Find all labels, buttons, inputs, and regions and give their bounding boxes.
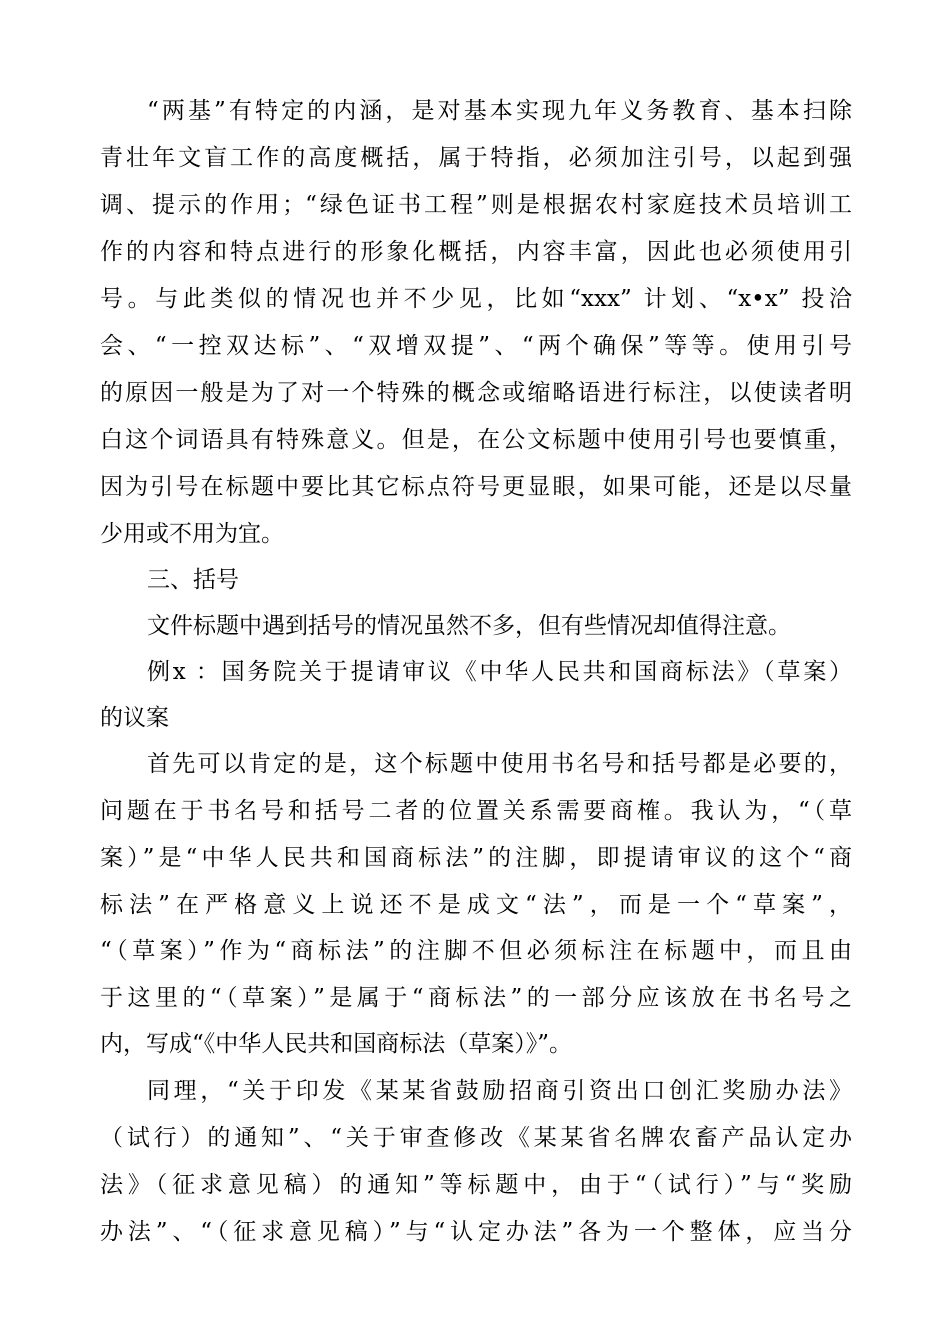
paragraph-line: 法》（征求意见稿）的通知”等标题中，由于“（试行）”与“奖励 [100, 1172, 852, 1198]
section-heading: 三、括号 [147, 567, 239, 593]
paragraph-line: 号。与此类似的情况也并不少见，比如“xxx” 计划、“x•x” 投洽 [100, 286, 852, 312]
paragraph-line: 首先可以肯定的是，这个标题中使用书名号和括号都是必要的， [147, 751, 852, 777]
paragraph-line: 问题在于书名号和括号二者的位置关系需要商榷。我认为，“（草 [100, 798, 852, 824]
paragraph-line: 文件标题中遇到括号的情况虽然不多，但有些情况却值得注意。 [147, 613, 791, 639]
paragraph-line: 因为引号在标题中要比其它标点符号更显眼，如果可能，还是以尽量 [100, 474, 852, 500]
paragraph-line: 白这个词语具有特殊意义。但是，在公文标题中使用引号也要慎重， [100, 427, 852, 453]
paragraph-line: 少用或不用为宜。 [100, 521, 284, 547]
paragraph-line: 办法”、“（征求意见稿）”与“认定办法”各为一个整体，应当分 [100, 1219, 852, 1245]
paragraph-line: 的原因一般是为了对一个特殊的概念或缩略语进行标注，以使读者明 [100, 380, 852, 406]
paragraph-line: （试行）的通知”、“关于审查修改《某某省名牌农畜产品认定办 [100, 1125, 852, 1151]
paragraph-line: “（草案）”作为“商标法”的注脚不但必须标注在标题中，而且由 [100, 938, 852, 964]
paragraph-line: 同理，“关于印发《某某省鼓励招商引资出口创汇奖励办法》 [147, 1078, 852, 1104]
example-title-line: 的议案 [100, 705, 169, 731]
paragraph-line: 会、“一控双达标”、“双增双提”、“两个确保”等等。使用引号 [100, 333, 852, 359]
example-title-line: 例x ：国务院关于提请审议《中华人民共和国商标法》（草案） [147, 659, 852, 685]
paragraph-line: 调、提示的作用；“绿色证书工程”则是根据农村家庭技术员培训工 [100, 192, 852, 218]
paragraph-line: 标法”在严格意义上说还不是成文“法”，而是一个“草案”， [100, 892, 852, 918]
paragraph-line: 案）”是“中华人民共和国商标法”的注脚，即提请审议的这个“商 [100, 845, 852, 871]
paragraph-line: “两基”有特定的内涵，是对基本实现九年义务教育、基本扫除 [147, 98, 852, 124]
paragraph-line: 作的内容和特点进行的形象化概括，内容丰富，因此也必须使用引 [100, 239, 852, 265]
paragraph-line: 青壮年文盲工作的高度概括，属于特指，必须加注引号，以起到强 [100, 145, 852, 171]
paragraph-line: 于这里的“（草案）”是属于“商标法”的一部分应该放在书名号之 [100, 985, 852, 1011]
paragraph-line: 内，写成“《中华人民共和国商标法（草案）》”。 [100, 1031, 573, 1057]
